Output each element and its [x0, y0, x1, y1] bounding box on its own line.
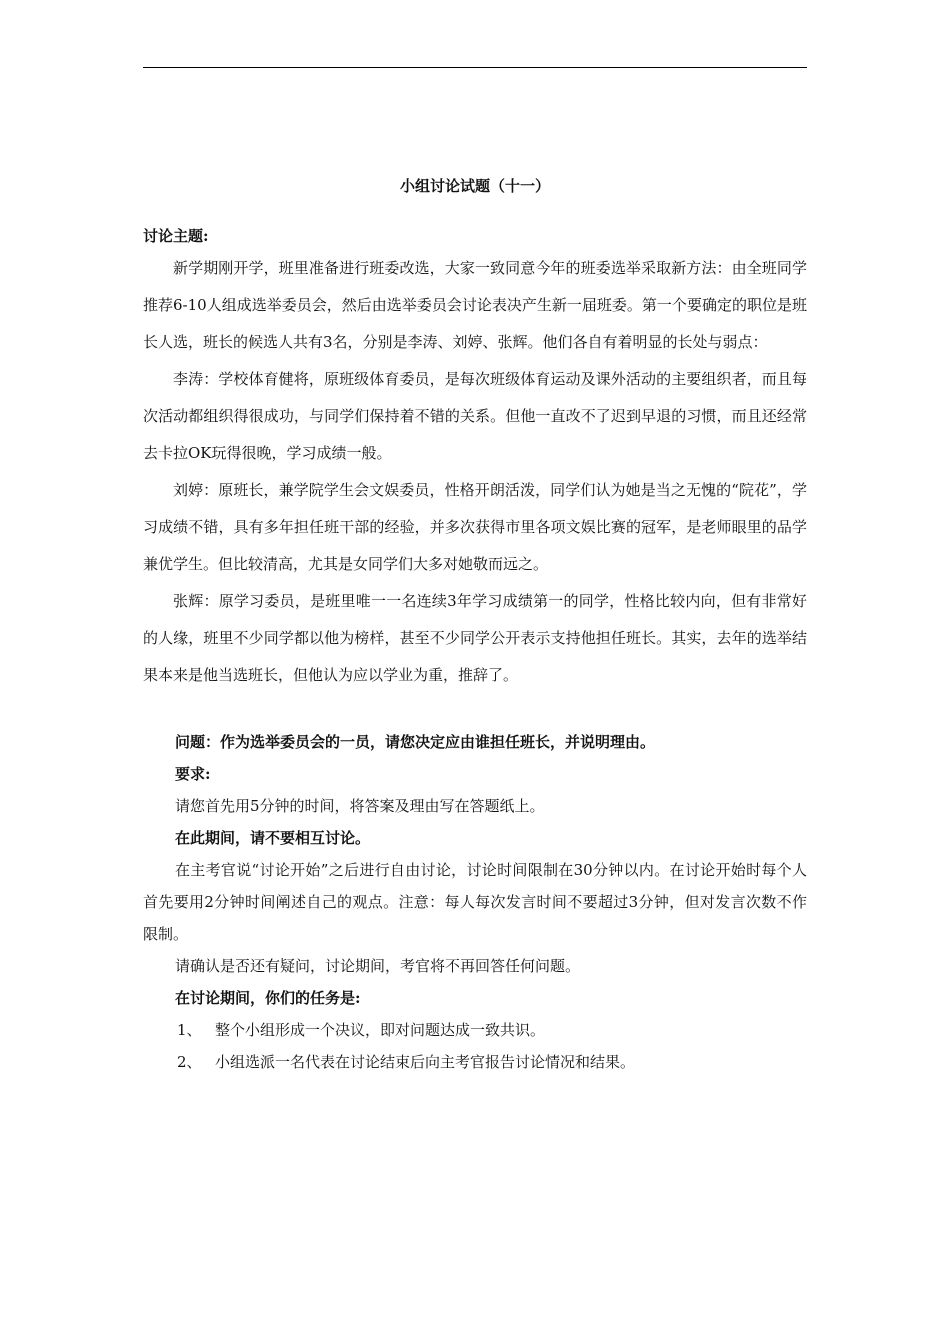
- document-body: [143, 176, 807, 1078]
- task-text: 小组选派一名代表在讨论结束后向主考官报告讨论情况和结果。: [215, 1053, 636, 1071]
- candidate-zhang-hui-paragraph: 张辉：原学习委员，是班里唯一一名连续3年学习成绩第一的同学，性格比较内向，但有非常好的人缘，班里不少同学都以他为榜样，甚至不少同学公开表示支持他担任班长。其实，去年的选举结果本来是他当选班长，但他认为应以学业为重，推辞了。: [143, 592, 807, 684]
- task-number: 2、: [177, 1053, 202, 1071]
- header-rule: [143, 67, 807, 68]
- topic-heading: 讨论主题:: [143, 227, 209, 245]
- requirements-heading: 要求:: [175, 765, 211, 783]
- task-item: [143, 1014, 807, 1046]
- instruction-discussion-rules: 在主考官说“讨论开始”之后进行自由讨论，讨论时间限制在30分钟以内。在讨论开始时每个人首先要用2分钟时间阐述自己的观点。注意：每人每次发言时间不要超过3分钟，但对发言次数不作限制。: [143, 861, 807, 943]
- instruction-no-discussion: 在此期间，请不要相互讨论。: [175, 829, 371, 847]
- question-text: 问题：作为选举委员会的一员，请您决定应由谁担任班长，并说明理由。: [175, 733, 656, 751]
- task-number: 1、: [177, 1021, 202, 1039]
- tasks-heading: 在讨论期间，你们的任务是:: [175, 989, 361, 1007]
- candidate-liu-ting-paragraph: 刘婷：原班长，兼学院学生会文娱委员，性格开朗活泼，同学们认为她是当之无愧的“院花”，学习成绩不错，具有多年担任班干部的经验，并多次获得市里各项文娱比赛的冠军，是老师眼里的品学兼优学生。但比较清高，尤其是女同学们大多对她敬而远之。: [143, 481, 807, 573]
- task-item: [143, 1046, 807, 1078]
- intro-paragraph: 新学期刚开学，班里准备进行班委改选，大家一致同意今年的班委选举采取新方法：由全班同学推荐6-10人组成选举委员会，然后由选举委员会讨论表决产生新一届班委。第一个要确定的职位是班长人选，班长的候选人共有3名，分别是李涛、刘婷、张辉。他们各自有着明显的长处与弱点：: [143, 259, 807, 351]
- instruction-confirm-questions: 请确认是否还有疑问，讨论期间，考官将不再回答任何问题。: [175, 957, 581, 975]
- instruction-write-answer: 请您首先用5分钟的时间，将答案及理由写在答题纸上。: [175, 797, 545, 815]
- spacer: [143, 694, 807, 726]
- task-text: 整个小组形成一个决议，即对问题达成一致共识。: [215, 1021, 546, 1039]
- page-title: 小组讨论试题（十一）: [399, 177, 550, 195]
- candidate-li-tao-paragraph: 李涛：学校体育健将，原班级体育委员，是每次班级体育运动及课外活动的主要组织者，而且每次活动都组织得很成功，与同学们保持着不错的关系。但他一直改不了迟到早退的习惯，而且还经常去卡拉OK玩得很晚，学习成绩一般。: [143, 370, 807, 462]
